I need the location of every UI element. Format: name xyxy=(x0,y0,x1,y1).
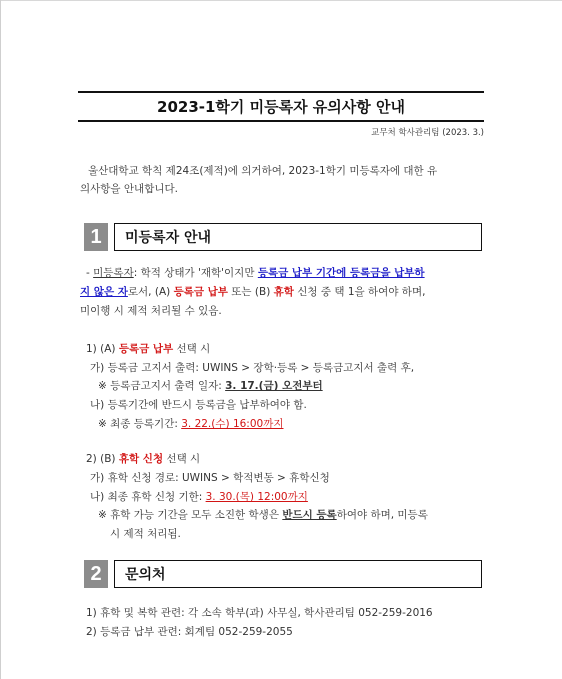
highlight-unpaid: 등록금 납부 기간에 등록금을 납부하 xyxy=(257,267,425,279)
option-b-note xyxy=(98,508,428,522)
definition-text-2: 로서, (A) xyxy=(127,286,174,298)
final-registration-prefix: ※ 최종 등록기간: xyxy=(98,418,182,430)
contact-tuition: 2) 등록금 납부 관련: 회계팀 052-259-2055 xyxy=(86,626,293,638)
option-a-note-2 xyxy=(98,417,284,431)
definition-text: : 학적 상태가 '재학'이지만 xyxy=(133,267,258,279)
department-date: 교무처 학사관리팀 (2023. 3.) xyxy=(371,128,484,138)
section-2-title: 문의처 xyxy=(114,560,482,588)
option-leave-label: 휴학 xyxy=(273,286,294,298)
option-a-red: 등록금 납부 xyxy=(118,343,174,355)
intro-line-1: 울산대학교 학칙 제24조(제적)에 의거하여, 2023-1학기 미등록자에 대한 유 xyxy=(88,165,438,177)
option-b-prefix: 2) (B) xyxy=(86,453,119,465)
title-bottom-rule xyxy=(78,120,484,122)
definition-text-4: 신청 중 택 1을 하여야 하며, xyxy=(293,286,426,298)
option-b-heading xyxy=(86,452,200,466)
option-b-red: 휴학 신청 xyxy=(118,453,164,465)
option-b-suffix: 선택 시 xyxy=(163,453,201,465)
leave-deadline: 3. 30.(목) 12:00까지 xyxy=(205,491,308,503)
option-b-note-line-2: 시 제적 처리됨. xyxy=(110,528,181,540)
term-non-registrant: 미등록자 xyxy=(93,267,134,279)
leave-deadline-prefix: 나) 최종 휴학 신청 기한: xyxy=(90,491,206,503)
option-a-step-2: 나) 등록기간에 반드시 등록금을 납부하여야 함. xyxy=(90,399,307,411)
section-2-number: 2 xyxy=(84,560,108,588)
definition-line-1 xyxy=(86,266,425,280)
note-must-register: 반드시 등록 xyxy=(282,509,337,521)
section-1-title: 미등록자 안내 xyxy=(114,223,482,251)
option-pay-label: 등록금 납부 xyxy=(173,286,228,298)
document-title: 2023-1학기 미등록자 유의사항 안내 xyxy=(157,98,405,116)
dash: - xyxy=(86,267,94,279)
print-date: 3. 17.(금) 오전부터 xyxy=(225,380,323,392)
definition-line-2 xyxy=(80,285,425,299)
highlight-unpaid-cont: 지 않은 자 xyxy=(80,286,128,298)
intro-line-2: 의사항을 안내합니다. xyxy=(80,183,178,195)
option-a-prefix: 1) (A) xyxy=(86,343,119,355)
option-a-note-1 xyxy=(98,379,323,393)
contact-leave: 1) 휴학 및 복학 관련: 각 소속 학부(과) 사무실, 학사관리팀 052-259-2016 xyxy=(86,607,433,619)
option-b-step-1: 가) 휴학 신청 경로: UWINS > 학적변동 > 휴학신청 xyxy=(90,472,330,484)
page-top-border xyxy=(0,0,562,1)
final-registration-date: 3. 22.(수) 16:00까지 xyxy=(181,418,284,430)
print-date-prefix: ※ 등록금고지서 출력 일자: xyxy=(98,380,226,392)
option-a-heading xyxy=(86,342,210,356)
definition-text-3: 또는 (B) xyxy=(227,286,274,298)
option-a-suffix: 선택 시 xyxy=(173,343,211,355)
option-b-step-2 xyxy=(90,490,308,504)
option-a-step-1: 가) 등록금 고지서 출력: UWINS > 장학·등록 > 등록금고지서 출력 후, xyxy=(90,362,415,374)
page-left-border xyxy=(0,0,1,679)
section-1-number: 1 xyxy=(84,223,108,251)
note-suffix: 하여야 하며, 미등록 xyxy=(336,509,428,521)
note-prefix: ※ 휴학 가능 기간을 모두 소진한 학생은 xyxy=(98,509,283,521)
definition-line-3: 미이행 시 제적 처리될 수 있음. xyxy=(80,305,222,317)
title-top-rule xyxy=(78,91,484,93)
